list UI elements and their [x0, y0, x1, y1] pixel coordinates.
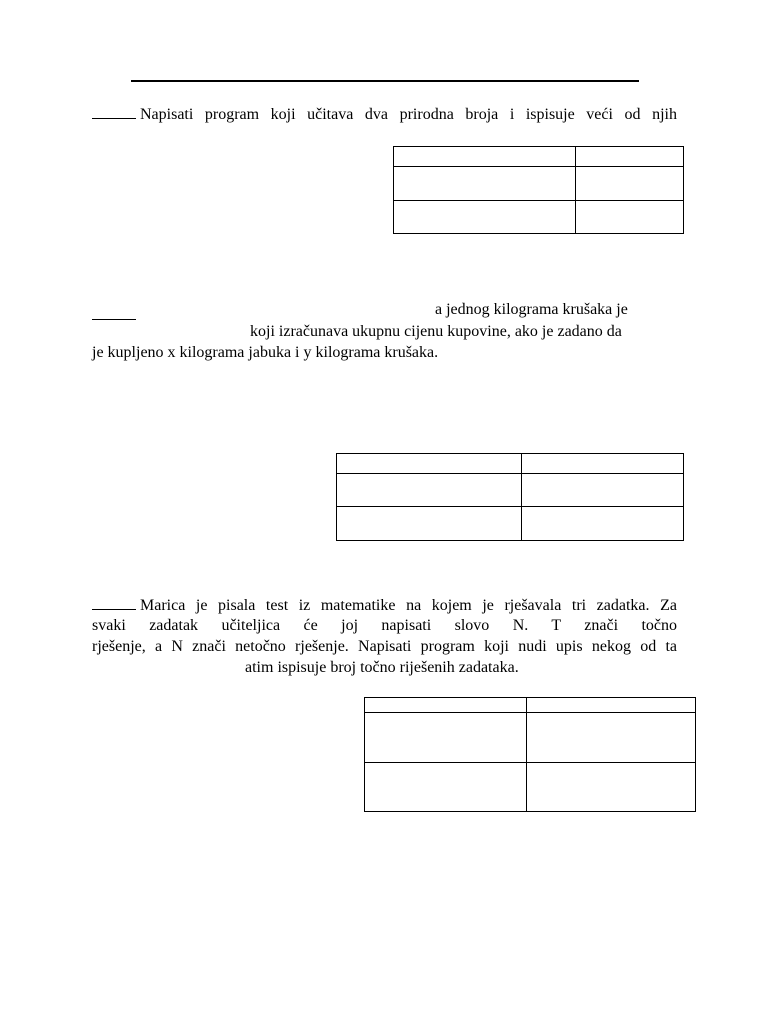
task-2-table	[336, 453, 684, 541]
table-cell[interactable]	[522, 454, 684, 474]
header-rule	[131, 80, 639, 82]
task-2-line-3: je kupljeno x kilograma jabuka i y kilograma krušaka.	[92, 344, 439, 361]
task-1-table	[393, 146, 684, 234]
task-3-number-blank[interactable]	[92, 595, 136, 610]
table-cell[interactable]	[576, 201, 684, 234]
table-cell[interactable]	[337, 507, 522, 541]
table-cell[interactable]	[522, 507, 684, 541]
task-1-number-blank[interactable]	[92, 104, 136, 119]
table-cell[interactable]	[365, 763, 527, 812]
table-cell[interactable]	[365, 698, 527, 713]
table-cell[interactable]	[337, 454, 522, 474]
table-cell[interactable]	[527, 698, 696, 713]
task-2-line-2: koji izračunava ukupnu cijenu kupovine, ako je zadano da	[250, 323, 622, 340]
task-2-line-1: a jednog kilograma krušaka je	[435, 301, 628, 318]
table-cell[interactable]	[394, 147, 576, 167]
task-2-number-blank[interactable]	[92, 305, 136, 320]
task-3	[92, 595, 677, 678]
task-1	[92, 104, 677, 124]
table-cell[interactable]	[337, 474, 522, 507]
table-cell[interactable]	[576, 147, 684, 167]
task-3-line-4: atim ispisuje broj točno riješenih zadataka.	[245, 659, 519, 676]
task-1-text: Napisati program koji učitava dva prirodna broja i ispisuje veći od njih	[140, 106, 677, 123]
task-3-line-2: svaki zadatak učiteljica će joj napisati slovo N. T znači točno	[92, 617, 677, 634]
table-cell[interactable]	[527, 763, 696, 812]
table-cell[interactable]	[527, 713, 696, 763]
table-cell[interactable]	[522, 474, 684, 507]
table-cell[interactable]	[576, 167, 684, 201]
table-cell[interactable]	[394, 201, 576, 234]
table-cell[interactable]	[365, 713, 527, 763]
task-3-table	[364, 697, 696, 812]
task-3-line-1: Marica je pisala test iz matematike na kojem je rješavala tri zadatka. Za	[140, 597, 677, 614]
table-cell[interactable]	[394, 167, 576, 201]
task-3-line-3: rješenje, a N znači netočno rješenje. Napisati program koji nudi upis nekog od ta	[92, 638, 677, 655]
